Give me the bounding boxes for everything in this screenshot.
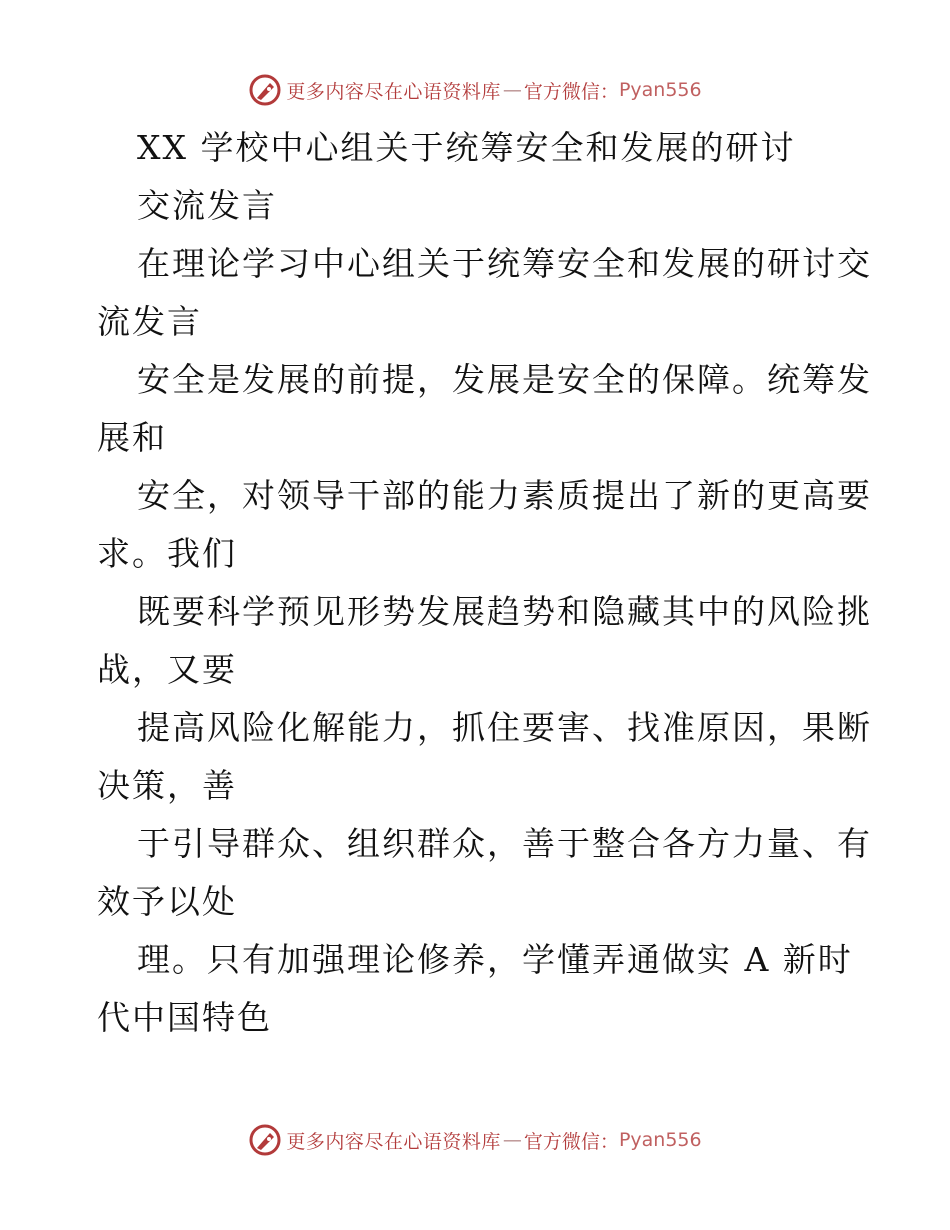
watermark-text: 更多内容尽在心语资料库 bbox=[286, 80, 501, 103]
header-watermark bbox=[0, 70, 950, 110]
pen-nib-logo-icon bbox=[248, 1123, 282, 1157]
paragraph-line: 战，又要 bbox=[97, 650, 237, 689]
watermark-separator: — bbox=[502, 1129, 522, 1151]
paragraph-line: 效予以处 bbox=[97, 882, 237, 921]
paragraph-line: 理。只有加强理论修养，学懂弄通做实 A 新时 bbox=[137, 940, 853, 979]
watermark-label: 官方微信： bbox=[523, 80, 619, 103]
paragraph-line: 于引导群众、组织群众，善于整合各方力量、有 bbox=[137, 824, 872, 863]
document-title-line-2: 交流发言 bbox=[137, 186, 277, 225]
paragraph-line: 提高风险化解能力，抓住要害、找准原因，果断 bbox=[137, 708, 872, 747]
footer-watermark bbox=[0, 1120, 950, 1160]
paragraph-line: 安全，对领导干部的能力素质提出了新的更高要 bbox=[137, 476, 872, 515]
paragraph-line: 展和 bbox=[97, 418, 167, 457]
paragraph-line: 决策，善 bbox=[97, 766, 237, 805]
watermark-id: Pyan556 bbox=[618, 1129, 702, 1151]
watermark-id: Pyan556 bbox=[618, 79, 702, 101]
watermark-text: 更多内容尽在心语资料库 bbox=[286, 1130, 501, 1153]
document-title-line-1: XX 学校中心组关于统筹安全和发展的研讨 bbox=[137, 128, 796, 167]
watermark-separator: — bbox=[502, 79, 522, 101]
paragraph-line: 安全是发展的前提，发展是安全的保障。统筹发 bbox=[137, 360, 872, 399]
pen-nib-logo-icon bbox=[248, 73, 282, 107]
paragraph-line: 求。我们 bbox=[97, 534, 237, 573]
paragraph-line: 既要科学预见形势发展趋势和隐藏其中的风险挑 bbox=[137, 592, 872, 631]
paragraph-line: 代中国特色 bbox=[97, 998, 272, 1037]
watermark-label: 官方微信： bbox=[523, 1130, 619, 1153]
paragraph-line: 流发言 bbox=[97, 302, 202, 341]
paragraph-line: 在理论学习中心组关于统筹安全和发展的研讨交 bbox=[137, 244, 872, 283]
